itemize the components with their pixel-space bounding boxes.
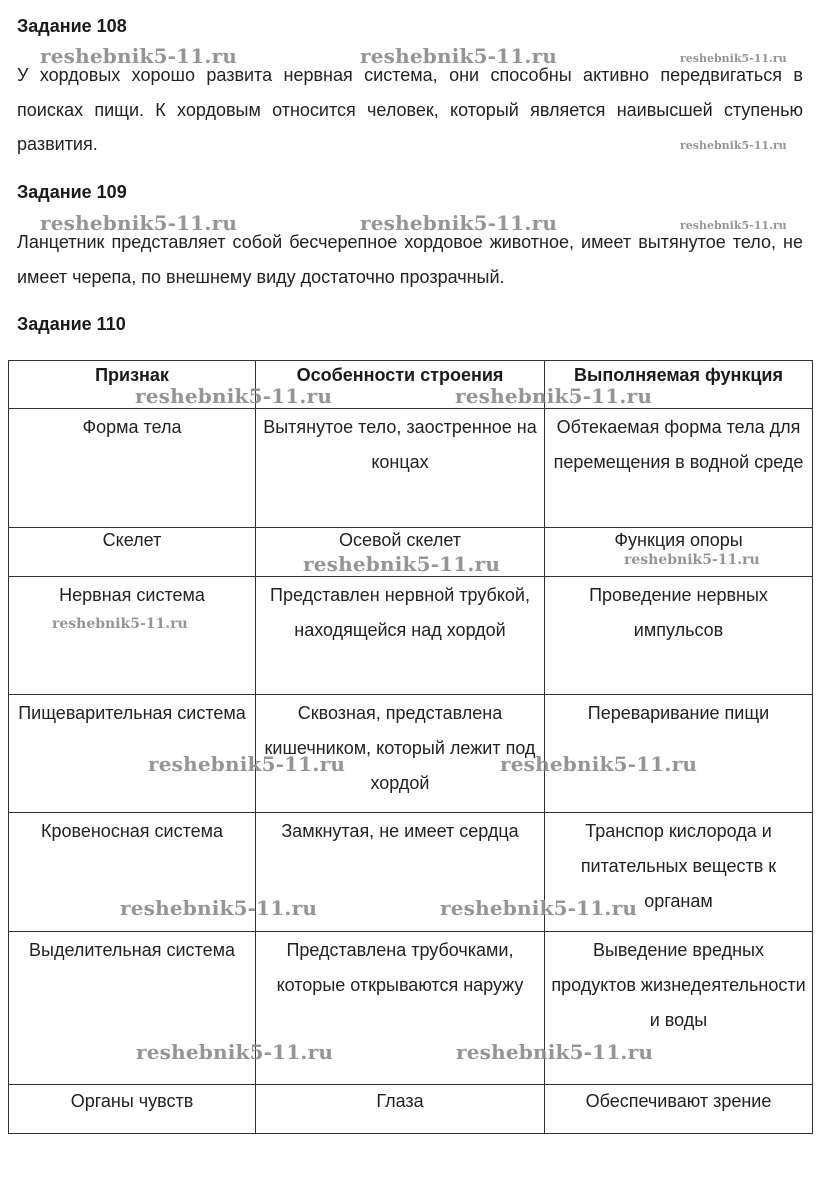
table-cell: Выделительная система bbox=[9, 932, 256, 1085]
table-row bbox=[9, 577, 813, 695]
watermark: reshebnik5-11.ru bbox=[500, 752, 698, 776]
table-cell: Функция опоры bbox=[545, 528, 813, 577]
table-cell: Осевой скелет bbox=[256, 528, 545, 577]
watermark: reshebnik5-11.ru bbox=[680, 52, 787, 65]
table-cell: Пищеварительная система bbox=[9, 695, 256, 813]
table-cell: Обтекаемая форма тела для перемещения в водной среде bbox=[545, 409, 813, 528]
table-cell: Представлен нервной трубкой, находящейся над хордой bbox=[256, 577, 545, 695]
watermark: reshebnik5-11.ru bbox=[148, 752, 346, 776]
header-feature: Признак bbox=[9, 361, 256, 409]
watermark: reshebnik5-11.ru bbox=[360, 44, 558, 68]
task-109-text: Ланцетник представляет собой бесчерепное хордовое животное, имеет вытянутое тело, не имеет черепа, по внешнему виду достаточно прозрачный. bbox=[17, 232, 803, 287]
table-row bbox=[9, 528, 813, 577]
task-108-title: Задание 108 bbox=[17, 16, 127, 36]
watermark: reshebnik5-11.ru bbox=[136, 1040, 334, 1064]
watermark: reshebnik5-11.ru bbox=[40, 211, 238, 235]
watermark: reshebnik5-11.ru bbox=[440, 896, 638, 920]
task-108-text: У хордовых хорошо развита нервная система, они способны активно передвигаться в поисках пищи. К хордовым относится человек, который является наивысшей ступенью развития. bbox=[17, 65, 803, 154]
structure-table bbox=[8, 360, 813, 1134]
watermark: reshebnik5-11.ru bbox=[135, 384, 333, 408]
watermark: reshebnik5-11.ru bbox=[52, 616, 188, 632]
watermark: reshebnik5-11.ru bbox=[456, 1040, 654, 1064]
table-cell: Форма тела bbox=[9, 409, 256, 528]
table-row bbox=[9, 695, 813, 813]
watermark: reshebnik5-11.ru bbox=[360, 211, 558, 235]
watermark: reshebnik5-11.ru bbox=[455, 384, 653, 408]
table-row bbox=[9, 1085, 813, 1134]
table-cell: Сквозная, представлена кишечником, который лежит под хордой bbox=[256, 695, 545, 813]
table-cell: Кровеносная система bbox=[9, 813, 256, 932]
table-cell: Вытянутое тело, заостренное на концах bbox=[256, 409, 545, 528]
watermark: reshebnik5-11.ru bbox=[680, 219, 787, 232]
watermark: reshebnik5-11.ru bbox=[680, 139, 787, 152]
header-function: Выполняемая функция bbox=[545, 361, 813, 409]
watermark: reshebnik5-11.ru bbox=[40, 44, 238, 68]
table-cell: Замкнутая, не имеет сердца bbox=[256, 813, 545, 932]
task-110-title: Задание 110 bbox=[17, 314, 126, 334]
table-row bbox=[9, 409, 813, 528]
table-cell: Переваривание пищи bbox=[545, 695, 813, 813]
header-structure: Особенности строения bbox=[256, 361, 545, 409]
table-header-row bbox=[9, 361, 813, 409]
table-row bbox=[9, 932, 813, 1085]
watermark: reshebnik5-11.ru bbox=[120, 896, 318, 920]
table-cell: Глаза bbox=[256, 1085, 545, 1134]
table-row bbox=[9, 813, 813, 932]
watermark: reshebnik5-11.ru bbox=[624, 552, 760, 568]
watermark: reshebnik5-11.ru bbox=[303, 552, 501, 576]
table-cell: Представлена трубочками, которые открываются наружу bbox=[256, 932, 545, 1085]
task-109-title: Задание 109 bbox=[17, 182, 127, 202]
table-cell: Органы чувств bbox=[9, 1085, 256, 1134]
table-cell: Проведение нервных импульсов bbox=[545, 577, 813, 695]
table-cell: Выведение вредных продуктов жизнедеятельности и воды bbox=[545, 932, 813, 1085]
table-cell: Транспор кислорода и питательных веществ к органам bbox=[545, 813, 813, 932]
table-cell: Нервная система bbox=[9, 577, 256, 695]
table-cell: Обеспечивают зрение bbox=[545, 1085, 813, 1134]
table-cell: Скелет bbox=[9, 528, 256, 577]
